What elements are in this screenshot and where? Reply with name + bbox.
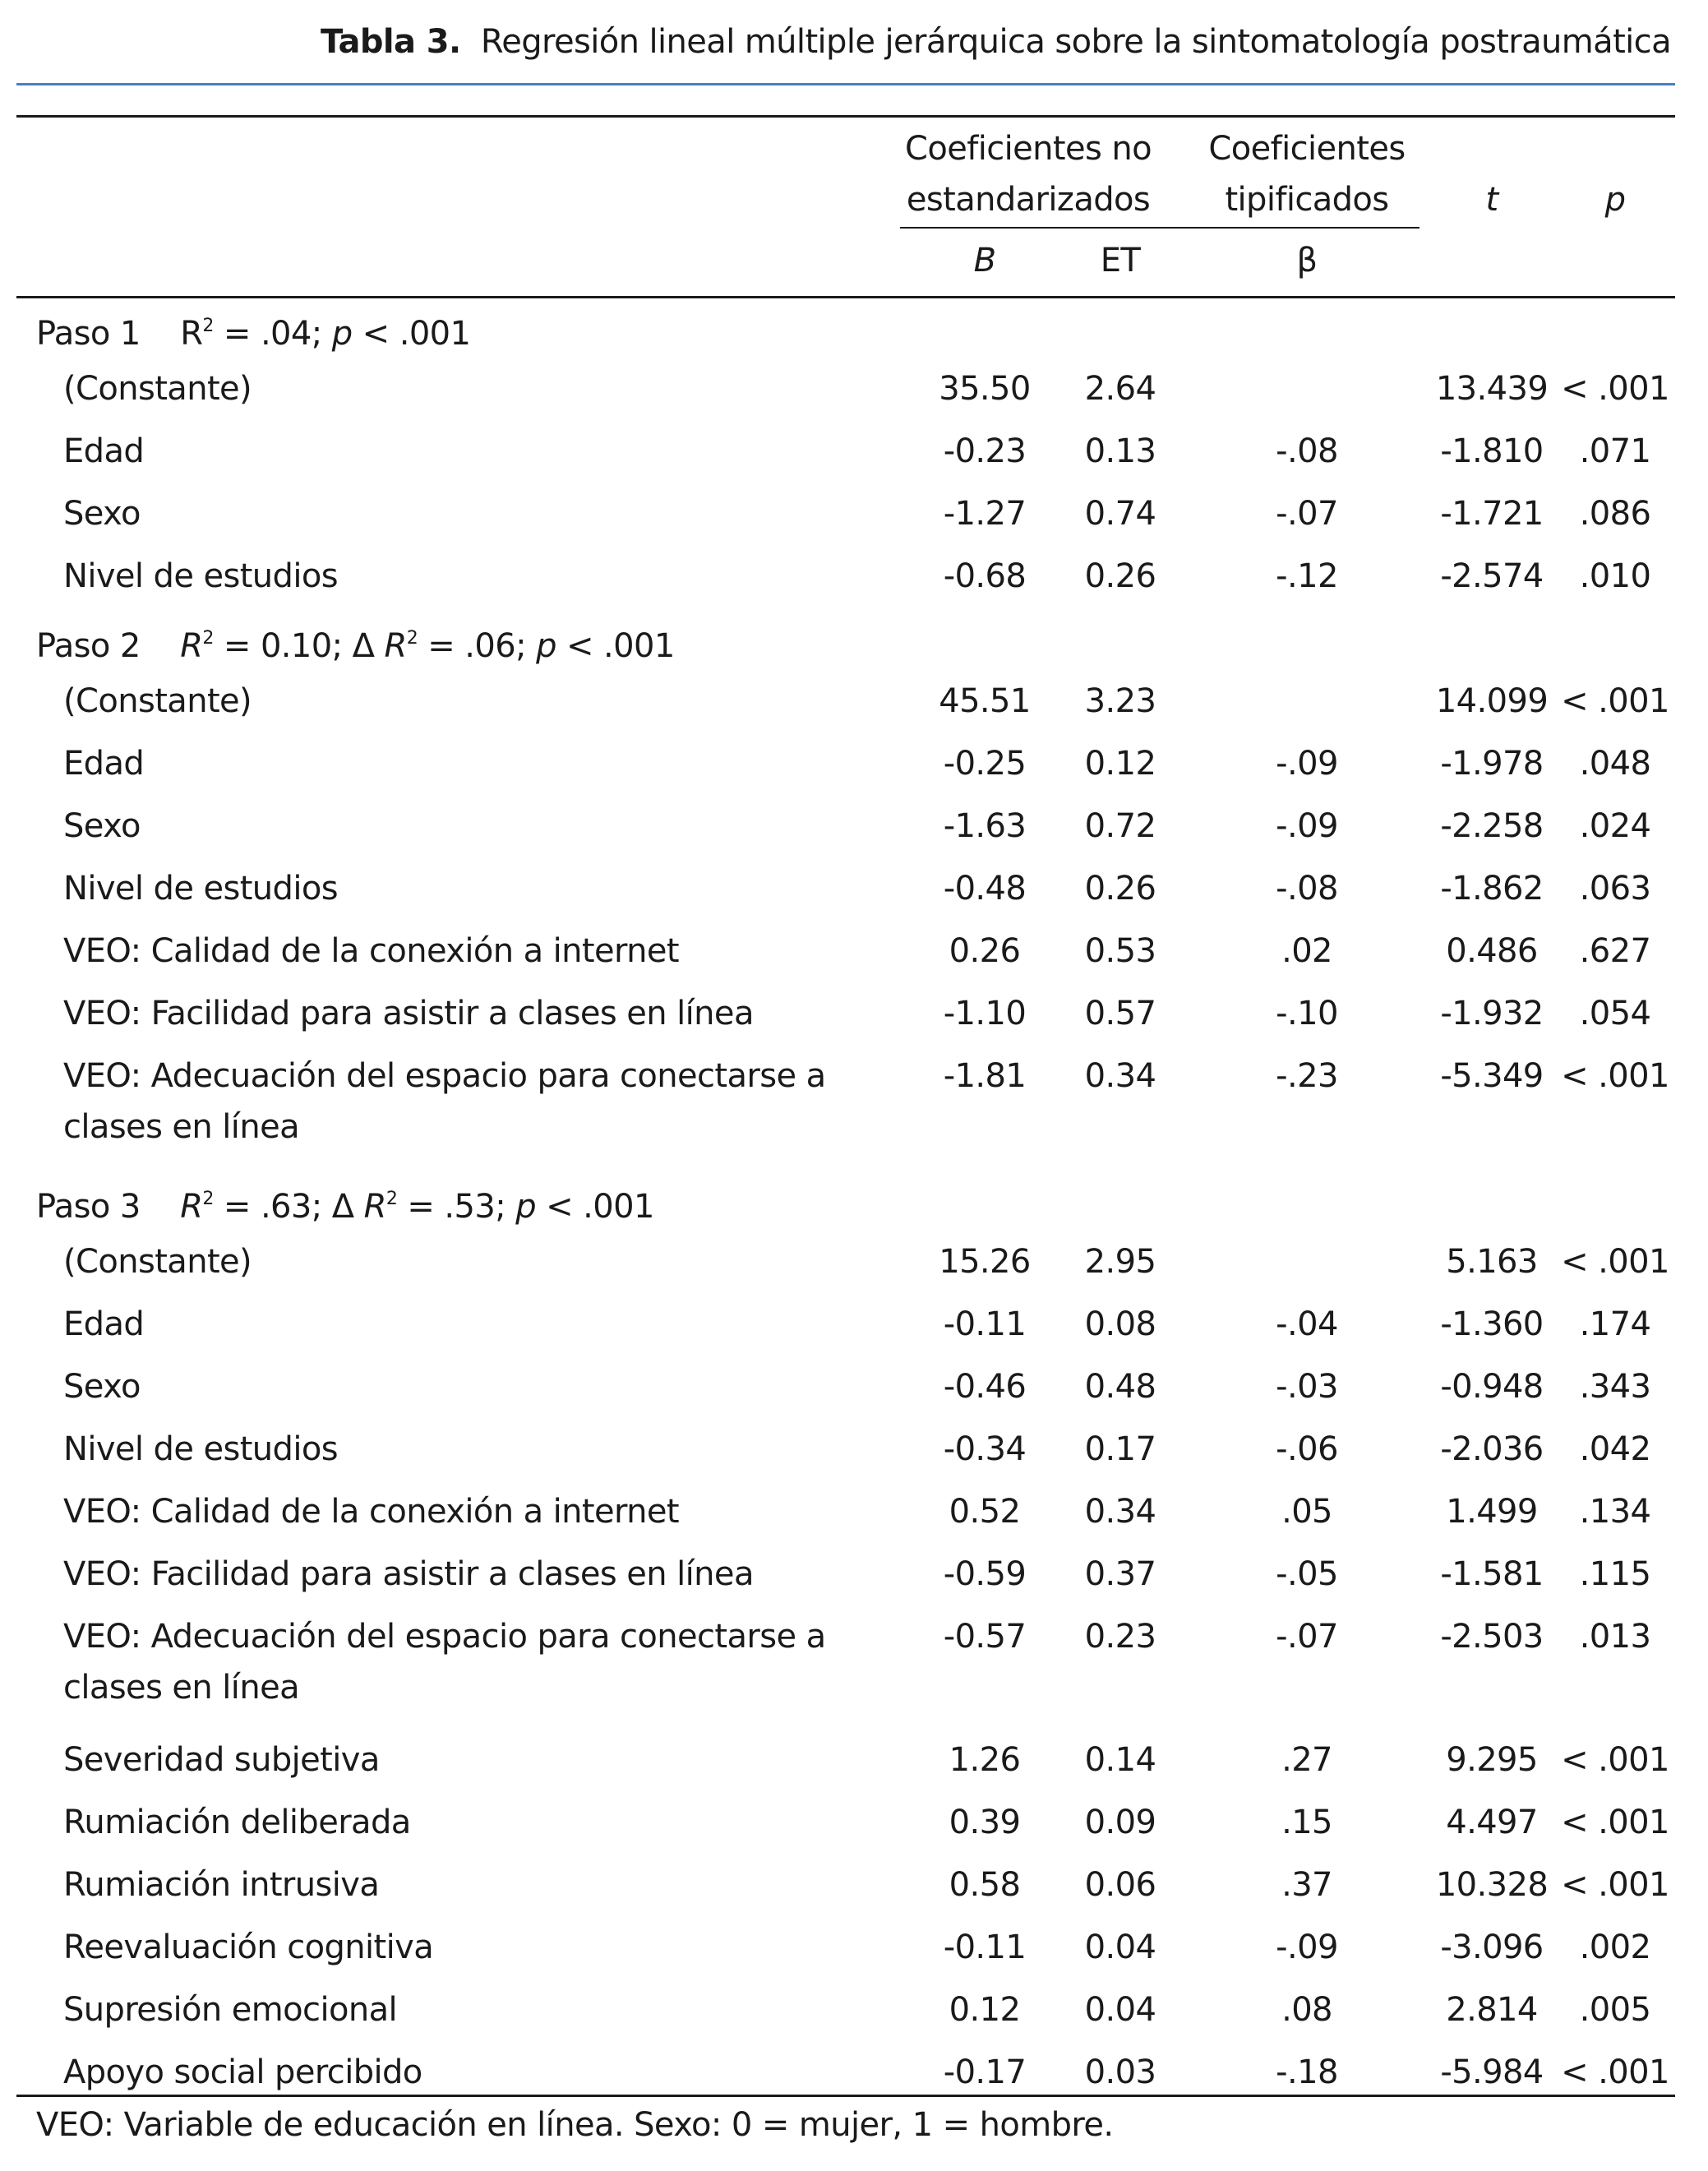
cell-t: 0.486 — [1446, 932, 1538, 970]
cell-t: 2.814 — [1446, 1991, 1538, 2029]
cell-b: -0.17 — [943, 2053, 1027, 2091]
delta-symbol: Δ — [331, 1188, 354, 1226]
table-row — [16, 735, 1675, 797]
row-label: Nivel de estudios — [63, 1430, 338, 1468]
cell-b: -0.23 — [943, 432, 1027, 470]
table-row — [16, 860, 1675, 922]
cell-beta: -.07 — [1276, 495, 1338, 533]
r2-symbol: R — [180, 627, 203, 665]
cell-t: -3.096 — [1440, 1928, 1544, 1966]
cell-t: -2.258 — [1440, 807, 1544, 845]
cell-et: 0.53 — [1084, 932, 1156, 970]
row-label: VEO: Facilidad para asistir a clases en línea — [63, 995, 754, 1032]
table-row — [16, 423, 1675, 485]
cell-et: 0.13 — [1084, 432, 1156, 470]
cell-p: < .001 — [1561, 1057, 1669, 1095]
delta-r2-value: = .53; — [397, 1188, 506, 1226]
caption-text: Regresión lineal múltiple jerárquica sobre la sintomatología postraumática — [480, 23, 1671, 61]
table-row — [16, 1856, 1675, 1919]
delta-symbol: Δ — [352, 627, 375, 665]
row-label: Nivel de estudios — [63, 870, 338, 908]
cell-b: -0.68 — [943, 557, 1027, 595]
cell-p: .071 — [1579, 432, 1651, 470]
cell-b: -0.57 — [943, 1618, 1027, 1656]
cell-beta: .15 — [1281, 1804, 1332, 1841]
cell-beta: -.06 — [1276, 1430, 1338, 1468]
row-label: Supresión emocional — [63, 1991, 398, 2029]
row-label: VEO: Calidad de la conexión a internet — [63, 932, 679, 970]
cell-t: 1.499 — [1446, 1493, 1538, 1531]
row-label: Edad — [63, 432, 145, 470]
cell-beta: -.09 — [1276, 745, 1338, 783]
table-row — [16, 1047, 1675, 1172]
table-note: VEO: Variable de educación en línea. Sexo: 0 = mujer, 1 = hombre. — [36, 2106, 1114, 2144]
header-text: estandarizados — [906, 181, 1151, 219]
table-caption — [321, 23, 1671, 61]
row-label: (Constante) — [63, 370, 252, 408]
cell-t: 10.328 — [1435, 1866, 1549, 1904]
cell-et: 0.14 — [1084, 1741, 1156, 1779]
bottom-rule — [16, 2095, 1675, 2097]
cell-et: 0.04 — [1084, 1991, 1156, 2029]
cell-beta: -.10 — [1276, 995, 1338, 1032]
cell-p: .174 — [1579, 1305, 1651, 1343]
cell-beta: -.18 — [1276, 2053, 1338, 2091]
cell-t: -5.349 — [1440, 1057, 1544, 1095]
cell-et: 2.95 — [1084, 1243, 1156, 1281]
top-rule — [16, 115, 1675, 118]
cell-beta: .27 — [1281, 1741, 1332, 1779]
cell-p: .627 — [1579, 932, 1651, 970]
row-label: VEO: Adecuación del espacio para conectarse a clases en línea — [63, 1618, 826, 1707]
table-row — [16, 1358, 1675, 1420]
cell-b: -0.59 — [943, 1555, 1027, 1593]
cell-p: .010 — [1579, 557, 1651, 595]
header-p: p — [1604, 181, 1626, 219]
cell-b: -0.25 — [943, 745, 1027, 783]
cell-et: 0.48 — [1084, 1368, 1156, 1406]
header-standardized — [1188, 123, 1426, 225]
step-header-row — [16, 1171, 1675, 1233]
cell-p: < .001 — [1561, 2053, 1669, 2091]
r2-symbol: R — [180, 315, 203, 353]
cell-et: 0.03 — [1084, 2053, 1156, 2091]
table-row — [16, 1731, 1675, 1794]
row-label: Sexo — [63, 807, 141, 845]
header-text: tipificados — [1225, 181, 1389, 219]
table-row — [16, 1608, 1675, 1733]
p-symbol: p — [536, 627, 556, 665]
cell-p: < .001 — [1561, 370, 1669, 408]
cell-t: 13.439 — [1435, 370, 1549, 408]
cell-et: 0.26 — [1084, 557, 1156, 595]
r2-value: = .04; — [213, 315, 322, 353]
cell-b: 15.26 — [939, 1243, 1031, 1281]
step-name: Paso 1 — [36, 315, 141, 353]
table-row — [16, 360, 1675, 423]
cell-p: .013 — [1579, 1618, 1651, 1656]
row-label: Reevaluación cognitiva — [63, 1928, 434, 1966]
cell-p: .063 — [1579, 870, 1651, 908]
caption-label: Tabla 3. — [320, 23, 461, 61]
cell-p: < .001 — [1561, 1741, 1669, 1779]
table-row — [16, 672, 1675, 735]
step-name: Paso 3 — [36, 1188, 141, 1226]
cell-beta: -.07 — [1276, 1618, 1338, 1656]
cell-et: 3.23 — [1084, 682, 1156, 720]
cell-beta: -.03 — [1276, 1368, 1338, 1406]
header-subrule — [900, 227, 1419, 229]
cell-t: -1.862 — [1440, 870, 1544, 908]
table-row — [16, 1981, 1675, 2044]
cell-b: -0.11 — [943, 1928, 1027, 1966]
header-b: B — [973, 242, 996, 279]
row-label: (Constante) — [63, 682, 252, 720]
table-row — [16, 1919, 1675, 1981]
table-row — [16, 1296, 1675, 1358]
cell-et: 0.72 — [1084, 807, 1156, 845]
cell-t: -1.360 — [1440, 1305, 1544, 1343]
cell-b: 0.12 — [949, 1991, 1021, 2029]
table-row — [16, 1483, 1675, 1545]
cell-b: 0.39 — [949, 1804, 1021, 1841]
caption-divider — [16, 83, 1675, 85]
cell-et: 0.04 — [1084, 1928, 1156, 1966]
cell-p: < .001 — [1561, 1804, 1669, 1841]
p-value: < .001 — [556, 627, 675, 665]
cell-et: 0.26 — [1084, 870, 1156, 908]
header-unstandardized — [900, 123, 1156, 225]
cell-p: < .001 — [1561, 682, 1669, 720]
header-text: Coeficientes — [1208, 130, 1406, 168]
table-row — [16, 922, 1675, 985]
row-label: Nivel de estudios — [63, 557, 338, 595]
delta-r2-value: = .06; — [418, 627, 526, 665]
cell-b: -1.10 — [943, 995, 1027, 1032]
table-row — [16, 1545, 1675, 1608]
cell-p: < .001 — [1561, 1243, 1669, 1281]
header-et: ET — [1100, 242, 1141, 279]
cell-beta: -.04 — [1276, 1305, 1338, 1343]
cell-et: 0.06 — [1084, 1866, 1156, 1904]
step-name: Paso 2 — [36, 627, 141, 665]
cell-beta: -.08 — [1276, 432, 1338, 470]
header-beta: β — [1296, 242, 1318, 279]
cell-et: 0.09 — [1084, 1804, 1156, 1841]
cell-p: .134 — [1579, 1493, 1651, 1531]
cell-p: .048 — [1579, 745, 1651, 783]
p-symbol: p — [331, 315, 353, 353]
cell-beta: .02 — [1281, 932, 1332, 970]
p-value: < .001 — [352, 315, 471, 353]
cell-et: 0.34 — [1084, 1057, 1156, 1095]
cell-t: 9.295 — [1446, 1741, 1538, 1779]
cell-p: .086 — [1579, 495, 1651, 533]
row-label: Sexo — [63, 495, 141, 533]
cell-et: 0.08 — [1084, 1305, 1156, 1343]
row-label: VEO: Adecuación del espacio para conectarse a clases en línea — [63, 1057, 826, 1146]
cell-p: .042 — [1579, 1430, 1651, 1468]
p-symbol: p — [515, 1188, 537, 1226]
row-label: Rumiación intrusiva — [63, 1866, 380, 1904]
cell-t: -5.984 — [1440, 2053, 1544, 2091]
cell-p: .002 — [1579, 1928, 1651, 1966]
cell-t: 4.497 — [1446, 1804, 1538, 1841]
row-label: Rumiación deliberada — [63, 1804, 411, 1841]
cell-p: .115 — [1579, 1555, 1651, 1593]
r2-symbol: R — [180, 1188, 203, 1226]
delta-r2-symbol: R — [384, 627, 407, 665]
row-label: Severidad subjetiva — [63, 1741, 380, 1779]
cell-p: .054 — [1579, 995, 1651, 1032]
cell-b: 0.26 — [949, 932, 1021, 970]
cell-p: .005 — [1579, 1991, 1651, 2029]
cell-b: -0.11 — [943, 1305, 1027, 1343]
cell-t: -1.581 — [1440, 1555, 1544, 1593]
cell-beta: -.09 — [1276, 1928, 1338, 1966]
row-label: (Constante) — [63, 1243, 252, 1281]
cell-p: < .001 — [1561, 1866, 1669, 1904]
table-row — [16, 985, 1675, 1047]
cell-b: -1.81 — [943, 1057, 1027, 1095]
row-label: VEO: Calidad de la conexión a internet — [63, 1493, 679, 1531]
step-label: Paso 1 $R^2 = .04$; p < .001 — [36, 315, 471, 353]
cell-b: -1.27 — [943, 495, 1027, 533]
table-row — [16, 547, 1675, 610]
cell-et: 2.64 — [1084, 370, 1156, 408]
cell-b: 1.26 — [949, 1741, 1021, 1779]
cell-t: -1.932 — [1440, 995, 1544, 1032]
cell-b: 0.58 — [949, 1866, 1021, 1904]
p-value: < .001 — [536, 1188, 654, 1226]
step-header-row — [16, 298, 1675, 360]
r2-value: = .63; — [213, 1188, 322, 1226]
cell-b: 45.51 — [939, 682, 1031, 720]
cell-et: 0.23 — [1084, 1618, 1156, 1656]
table-row — [16, 797, 1675, 860]
cell-t: -0.948 — [1440, 1368, 1544, 1406]
header-t: t — [1485, 181, 1498, 219]
cell-p: .343 — [1579, 1368, 1651, 1406]
cell-b: -0.48 — [943, 870, 1027, 908]
cell-t: 5.163 — [1446, 1243, 1538, 1281]
row-label: VEO: Facilidad para asistir a clases en línea — [63, 1555, 754, 1593]
table-row — [16, 1233, 1675, 1296]
cell-b: 0.52 — [949, 1493, 1021, 1531]
cell-beta: -.08 — [1276, 870, 1338, 908]
cell-et: 0.17 — [1084, 1430, 1156, 1468]
cell-beta: -.23 — [1276, 1057, 1338, 1095]
cell-beta: .08 — [1281, 1991, 1332, 2029]
cell-et: 0.74 — [1084, 495, 1156, 533]
cell-t: -1.721 — [1440, 495, 1544, 533]
row-label: Sexo — [63, 1368, 141, 1406]
cell-et: 0.37 — [1084, 1555, 1156, 1593]
cell-et: 0.57 — [1084, 995, 1156, 1032]
cell-beta: -.09 — [1276, 807, 1338, 845]
cell-t: -2.503 — [1440, 1618, 1544, 1656]
row-label: Edad — [63, 745, 145, 783]
cell-t: -1.810 — [1440, 432, 1544, 470]
r2-value: = 0.10; — [213, 627, 343, 665]
cell-b: 35.50 — [939, 370, 1031, 408]
step-header-row — [16, 610, 1675, 672]
table-row — [16, 1420, 1675, 1483]
delta-r2-symbol: R — [363, 1188, 386, 1226]
cell-b: -0.46 — [943, 1368, 1027, 1406]
table-row — [16, 1794, 1675, 1856]
cell-b: -0.34 — [943, 1430, 1027, 1468]
header-text: Coeficientes no — [905, 130, 1152, 168]
cell-t: 14.099 — [1435, 682, 1549, 720]
cell-beta: -.05 — [1276, 1555, 1338, 1593]
row-label: Edad — [63, 1305, 145, 1343]
cell-t: -1.978 — [1440, 745, 1544, 783]
cell-et: 0.12 — [1084, 745, 1156, 783]
cell-b: -1.63 — [943, 807, 1027, 845]
cell-p: .024 — [1579, 807, 1651, 845]
step-label: Paso 2 $R^2 = 0.10$; Δ $R^2 = .06$; p < .001 — [36, 627, 675, 665]
cell-beta: .37 — [1281, 1866, 1332, 1904]
step-label: Paso 3 $R^2 = .63$; Δ $R^2 = .53$; p < .001 — [36, 1188, 654, 1226]
cell-beta: .05 — [1281, 1493, 1332, 1531]
cell-t: -2.574 — [1440, 557, 1544, 595]
table-row — [16, 485, 1675, 547]
cell-et: 0.34 — [1084, 1493, 1156, 1531]
row-label: Apoyo social percibido — [63, 2053, 422, 2091]
cell-beta: -.12 — [1276, 557, 1338, 595]
cell-t: -2.036 — [1440, 1430, 1544, 1468]
